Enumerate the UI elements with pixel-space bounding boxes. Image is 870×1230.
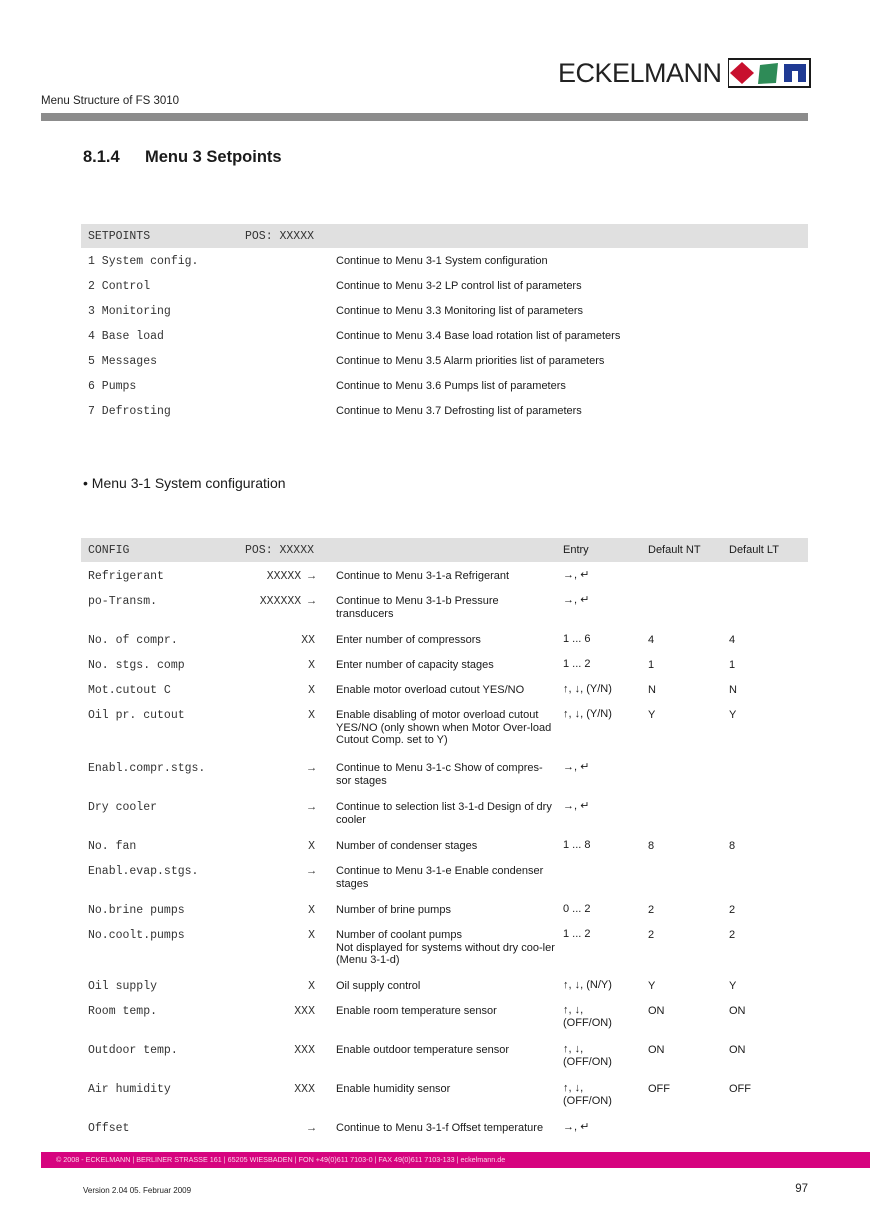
setpoints-table — [81, 224, 808, 423]
config-row — [81, 562, 808, 587]
config-row — [81, 626, 808, 651]
logo-text: ECKELMANN — [558, 57, 722, 88]
config-entry: ↑, ↓, (OFF/ON) — [563, 1082, 612, 1107]
setpoints-row — [81, 248, 808, 273]
setpoint-label: 5 Messages — [88, 355, 158, 368]
config-value: XX — [301, 634, 315, 647]
config-row — [81, 832, 808, 857]
config-description: Number of condenser stages — [336, 840, 478, 852]
config-description: Enable motor overload cutout YES/NO — [336, 684, 525, 696]
config-row — [81, 587, 808, 626]
config-default-lt: ON — [729, 1044, 746, 1056]
setpoint-label: 2 Control — [88, 280, 151, 293]
setpoint-label: 7 Defrosting — [88, 405, 171, 418]
config-entry: ↑, ↓, (N/Y) — [563, 979, 612, 991]
config-header-pos: POS: XXXXX — [245, 544, 315, 557]
config-entry: →, ↵ — [563, 761, 590, 773]
config-default-nt: ON — [648, 1005, 665, 1017]
config-entry: →, ↵ — [563, 1121, 590, 1133]
config-default-nt: Y — [648, 980, 656, 992]
config-row — [81, 1036, 808, 1075]
config-description: Continue to Menu 3-1-b Pressure transducers — [336, 595, 499, 620]
config-entry: 0 ... 2 — [563, 903, 591, 915]
setpoints-header-pos: POS: XXXXX — [245, 230, 315, 243]
config-row — [81, 921, 808, 972]
config-default-nt: ON — [648, 1044, 665, 1056]
config-default-lt: N — [729, 684, 737, 696]
setpoint-description: Continue to Menu 3.5 Alarm priorities list of parameters — [336, 355, 605, 367]
config-entry: →, ↵ — [563, 569, 590, 581]
config-label: No. fan — [88, 840, 137, 853]
config-description: Number of brine pumps — [336, 904, 451, 916]
section-heading — [83, 148, 282, 167]
setpoint-description: Continue to Menu 3.4 Base load rotation list of parameters — [336, 330, 621, 342]
config-header-entry: Entry — [563, 544, 589, 556]
config-default-nt: 1 — [648, 659, 655, 671]
setpoints-row — [81, 273, 808, 298]
config-description: Enter number of compressors — [336, 634, 481, 646]
config-description: Enable outdoor temperature sensor — [336, 1044, 510, 1056]
config-description: Continue to Menu 3-1-a Refrigerant — [336, 570, 510, 582]
config-header-default-lt: Default LT — [729, 544, 779, 556]
config-value: XXX — [294, 1083, 315, 1096]
config-default-lt: Y — [729, 980, 737, 992]
config-entry: 1 ... 2 — [563, 658, 591, 670]
config-default-lt: ON — [729, 1005, 746, 1017]
config-label: No.brine pumps — [88, 904, 185, 917]
config-label: Room temp. — [88, 1005, 158, 1018]
config-label: Refrigerant — [88, 570, 164, 583]
config-default-lt: Y — [729, 709, 737, 721]
config-label: Oil supply — [88, 980, 158, 993]
setpoints-row — [81, 373, 808, 398]
setpoint-label: 6 Pumps — [88, 380, 137, 393]
section-title: Menu 3 Setpoints — [145, 148, 282, 166]
config-default-nt: Y — [648, 709, 656, 721]
config-value: X — [308, 709, 315, 722]
config-entry: ↑, ↓, (Y/N) — [563, 683, 612, 695]
config-header-row — [81, 538, 808, 562]
config-default-lt: 4 — [729, 634, 736, 646]
config-label: Outdoor temp. — [88, 1044, 178, 1057]
config-row — [81, 701, 808, 754]
config-row — [81, 896, 808, 921]
config-value: XXXXXX → — [259, 595, 315, 608]
config-label: po-Transm. — [88, 595, 158, 608]
subsection-heading — [83, 475, 286, 491]
config-default-nt: 4 — [648, 634, 655, 646]
config-default-nt: 2 — [648, 929, 655, 941]
setpoint-description: Continue to Menu 3-2 LP control list of parameters — [336, 280, 582, 292]
config-default-nt: OFF — [648, 1083, 670, 1095]
config-description: Enable humidity sensor — [336, 1083, 451, 1095]
config-description: Continue to selection list 3-1-d Design of dry cooler — [336, 801, 552, 826]
config-row — [81, 1075, 808, 1114]
config-entry: ↑, ↓, (Y/N) — [563, 708, 612, 720]
config-description: Continue to Menu 3-1-e Enable condenser stages — [336, 865, 544, 890]
config-header-label: CONFIG — [88, 544, 130, 557]
setpoints-row — [81, 323, 808, 348]
setpoints-row — [81, 398, 808, 423]
version-info: Version 2.04 05. Februar 2009 — [83, 1186, 192, 1195]
setpoint-description: Continue to Menu 3-1 System configuration — [336, 255, 548, 267]
config-default-lt: OFF — [729, 1083, 751, 1095]
config-label: No. of compr. — [88, 634, 178, 647]
bullet-icon: • — [83, 475, 88, 491]
setpoint-label: 1 System config. — [88, 255, 199, 268]
logo-mark-icon — [728, 58, 812, 88]
section-number: 8.1.4 — [83, 148, 120, 166]
config-value: X — [308, 929, 315, 942]
config-label: Offset — [88, 1122, 130, 1135]
config-label: No. stgs. comp — [88, 659, 185, 672]
config-value: → — [308, 801, 315, 814]
setpoints-row — [81, 348, 808, 373]
config-value: XXX — [294, 1044, 315, 1057]
config-value: XXX — [294, 1005, 315, 1018]
config-description: Number of coolant pumps Not displayed for systems without dry coo-ler (Menu 3-1-d) — [336, 929, 555, 966]
config-table — [81, 538, 808, 1139]
config-label: Enabl.compr.stgs. — [88, 762, 206, 775]
config-value: → — [308, 865, 315, 878]
config-label: Mot.cutout C — [88, 684, 171, 697]
config-entry: 1 ... 2 — [563, 928, 591, 940]
config-header-default-nt: Default NT — [648, 544, 701, 556]
config-label: Oil pr. cutout — [88, 709, 185, 722]
config-description: Continue to Menu 3-1-c Show of compres-sor stages — [336, 762, 543, 787]
footer-contact-bar: © 2008 - ECKELMANN | BERLINER STRASSE 161 | 65205 WIESBADEN | FON +49(0)611 7103-0 | FAX 49(0)611 7103-133 | eckelmann.de — [41, 1152, 870, 1168]
config-description: Oil supply control — [336, 980, 421, 992]
config-row — [81, 793, 808, 832]
config-entry: →, ↵ — [563, 594, 590, 606]
setpoint-description: Continue to Menu 3.3 Monitoring list of parameters — [336, 305, 584, 317]
config-description: Continue to Menu 3-1-f Offset temperature — [336, 1122, 544, 1134]
config-label: Dry cooler — [88, 801, 158, 814]
config-default-nt: 2 — [648, 904, 655, 916]
config-entry: 1 ... 8 — [563, 839, 591, 851]
config-value: X — [308, 684, 315, 697]
config-default-lt: 2 — [729, 929, 736, 941]
subsection-title: Menu 3-1 System configuration — [91, 475, 286, 491]
config-default-nt: 8 — [648, 840, 655, 852]
config-row — [81, 651, 808, 676]
config-value: X — [308, 840, 315, 853]
config-row — [81, 997, 808, 1036]
config-entry: ↑, ↓, (OFF/ON) — [563, 1043, 612, 1068]
config-label: Air humidity — [88, 1083, 171, 1096]
config-default-nt: N — [648, 684, 656, 696]
config-entry: →, ↵ — [563, 800, 590, 812]
setpoint-description: Continue to Menu 3.6 Pumps list of parameters — [336, 380, 566, 392]
header-divider — [41, 113, 808, 121]
config-value: XXXXX → — [266, 570, 315, 583]
config-entry: ↑, ↓, (OFF/ON) — [563, 1004, 612, 1029]
config-value: → — [308, 1122, 315, 1135]
setpoints-header-row — [81, 224, 808, 248]
config-row — [81, 857, 808, 896]
config-description: Enable disabling of motor overload cutout YES/NO (only shown when Motor Over-load Cutout Comp. set to Y) — [336, 709, 552, 746]
page-number: 97 — [795, 1183, 808, 1195]
header-title: Menu Structure of FS 3010 — [41, 95, 180, 107]
setpoint-description: Continue to Menu 3.7 Defrosting list of parameters — [336, 405, 582, 417]
config-description: Enter number of capacity stages — [336, 659, 494, 671]
config-row — [81, 972, 808, 997]
config-label: Enabl.evap.stgs. — [88, 865, 199, 878]
setpoint-label: 3 Monitoring — [88, 305, 171, 318]
config-default-lt: 1 — [729, 659, 736, 671]
setpoint-label: 4 Base load — [88, 330, 164, 343]
config-row — [81, 1114, 808, 1139]
config-row — [81, 676, 808, 701]
config-value: X — [308, 904, 315, 917]
config-value: X — [308, 659, 315, 672]
config-value: X — [308, 980, 315, 993]
config-row — [81, 754, 808, 793]
config-label: No.coolt.pumps — [88, 929, 185, 942]
setpoints-row — [81, 298, 808, 323]
config-default-lt: 8 — [729, 840, 736, 852]
config-description: Enable room temperature sensor — [336, 1005, 497, 1017]
eckelmann-logo — [558, 56, 812, 90]
config-entry: 1 ... 6 — [563, 633, 591, 645]
config-value: → — [308, 762, 315, 775]
config-default-lt: 2 — [729, 904, 736, 916]
setpoints-header-label: SETPOINTS — [88, 230, 151, 243]
